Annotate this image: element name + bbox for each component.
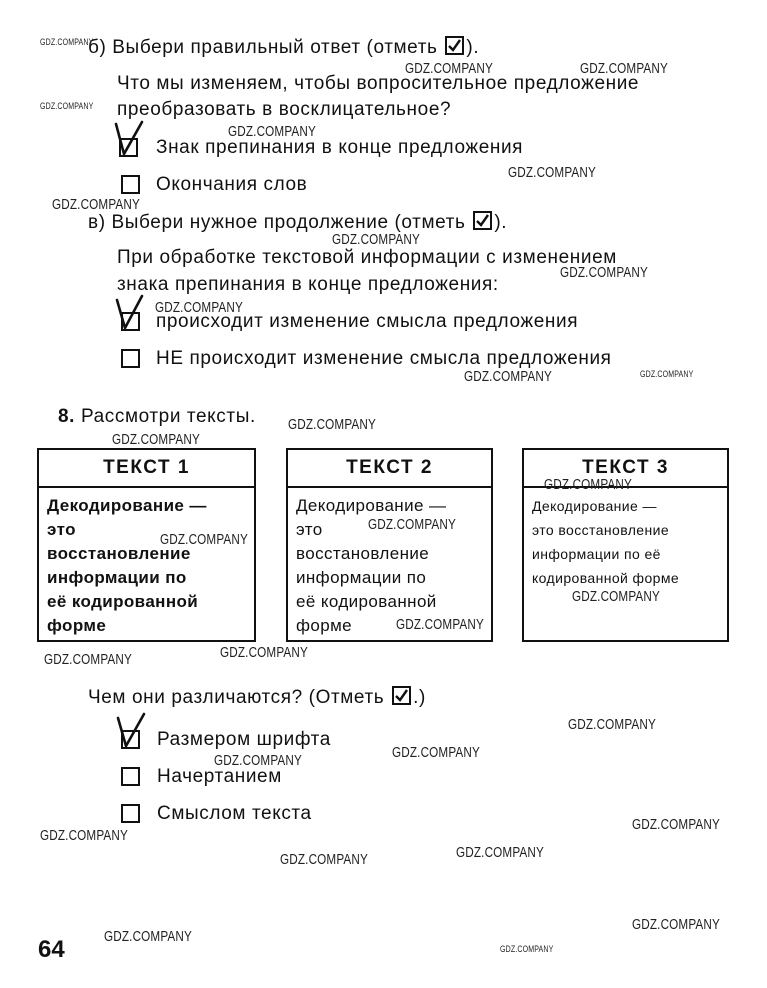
part-b-instruction: б) Выбери правильный ответ (отметь ).	[88, 37, 480, 58]
task8-option2-checkbox[interactable]	[121, 767, 140, 786]
watermark: GDZ.COMPANY	[464, 368, 552, 385]
watermark: GDZ.COMPANY	[508, 164, 596, 181]
watermark: GDZ.COMPANY	[160, 531, 248, 548]
watermark: GDZ.COMPANY	[632, 916, 720, 933]
watermark: GDZ.COMPANY	[220, 644, 308, 661]
watermark: GDZ.COMPANY	[40, 37, 94, 47]
checkmark-box-icon	[392, 686, 411, 705]
watermark: GDZ.COMPANY	[44, 651, 132, 668]
part-b-option2-label: Окончания слов	[156, 174, 308, 195]
watermark: GDZ.COMPANY	[104, 928, 192, 945]
task8-option1-label: Размером шрифта	[157, 729, 331, 750]
checkmark-box-icon	[445, 36, 464, 55]
watermark: GDZ.COMPANY	[632, 816, 720, 833]
text1-header: ТЕКСТ 1	[39, 450, 254, 488]
watermark: GDZ.COMPANY	[500, 944, 554, 954]
watermark: GDZ.COMPANY	[572, 588, 660, 605]
watermark: GDZ.COMPANY	[405, 60, 493, 77]
watermark: GDZ.COMPANY	[214, 752, 302, 769]
checkmark-box-icon	[473, 211, 492, 230]
watermark: GDZ.COMPANY	[155, 299, 243, 316]
text2-header: ТЕКСТ 2	[288, 450, 491, 488]
watermark: GDZ.COMPANY	[40, 827, 128, 844]
watermark: GDZ.COMPANY	[568, 716, 656, 733]
part-v-question-line1: При обработке текстовой информации с изменением	[117, 247, 617, 268]
part-v-option2-label: НЕ происходит изменение смысла предложения	[156, 348, 612, 369]
task8-heading: 8. Рассмотри тексты.	[58, 406, 256, 427]
text2-body: Декодирование — это восстановление информации по её кодированной форме	[296, 496, 447, 635]
watermark: GDZ.COMPANY	[580, 60, 668, 77]
watermark: GDZ.COMPANY	[112, 431, 200, 448]
part-b-question-line2: преобразовать в восклицательное?	[117, 99, 452, 120]
task8-option3-checkbox[interactable]	[121, 804, 140, 823]
text3-header: ТЕКСТ 3	[524, 450, 727, 488]
watermark: GDZ.COMPANY	[288, 416, 376, 433]
handwritten-check-icon	[114, 710, 154, 750]
watermark: GDZ.COMPANY	[52, 196, 140, 213]
watermark: GDZ.COMPANY	[640, 369, 694, 379]
watermark: GDZ.COMPANY	[280, 851, 368, 868]
text1-body: Декодирование — это восстановление информации по её кодированной форме	[47, 496, 207, 635]
part-v-option1-label: происходит изменение смысла предложения	[156, 311, 579, 332]
part-v-option2-checkbox[interactable]	[121, 349, 140, 368]
handwritten-check-icon	[112, 118, 152, 158]
watermark: GDZ.COMPANY	[332, 231, 420, 248]
text3-body: Декодирование — это восстановление информации по её кодированной форме	[532, 498, 680, 586]
watermark: GDZ.COMPANY	[456, 844, 544, 861]
task8-option3-label: Смыслом текста	[157, 803, 312, 824]
handwritten-check-icon	[114, 292, 154, 332]
watermark: GDZ.COMPANY	[544, 476, 632, 493]
watermark: GDZ.COMPANY	[228, 123, 316, 140]
task8-option2-label: Начертанием	[157, 766, 282, 787]
task8-question: Чем они различаются? (Отметь .)	[88, 687, 426, 708]
part-v-question-line2: знака препинания в конце предложения:	[117, 274, 499, 295]
watermark: GDZ.COMPANY	[392, 744, 480, 761]
part-b-option2-checkbox[interactable]	[121, 175, 140, 194]
watermark: GDZ.COMPANY	[560, 264, 648, 281]
watermark: GDZ.COMPANY	[368, 516, 456, 533]
text2-box	[286, 448, 493, 642]
watermark: GDZ.COMPANY	[40, 101, 94, 111]
part-b-question-line1: Что мы изменяем, чтобы вопросительное предложение	[117, 73, 640, 94]
page-number: 64	[38, 936, 65, 963]
watermark: GDZ.COMPANY	[396, 616, 484, 633]
part-v-instruction: в) Выбери нужное продолжение (отметь ).	[88, 212, 508, 233]
part-b-option1-label: Знак препинания в конце предложения	[156, 137, 524, 158]
